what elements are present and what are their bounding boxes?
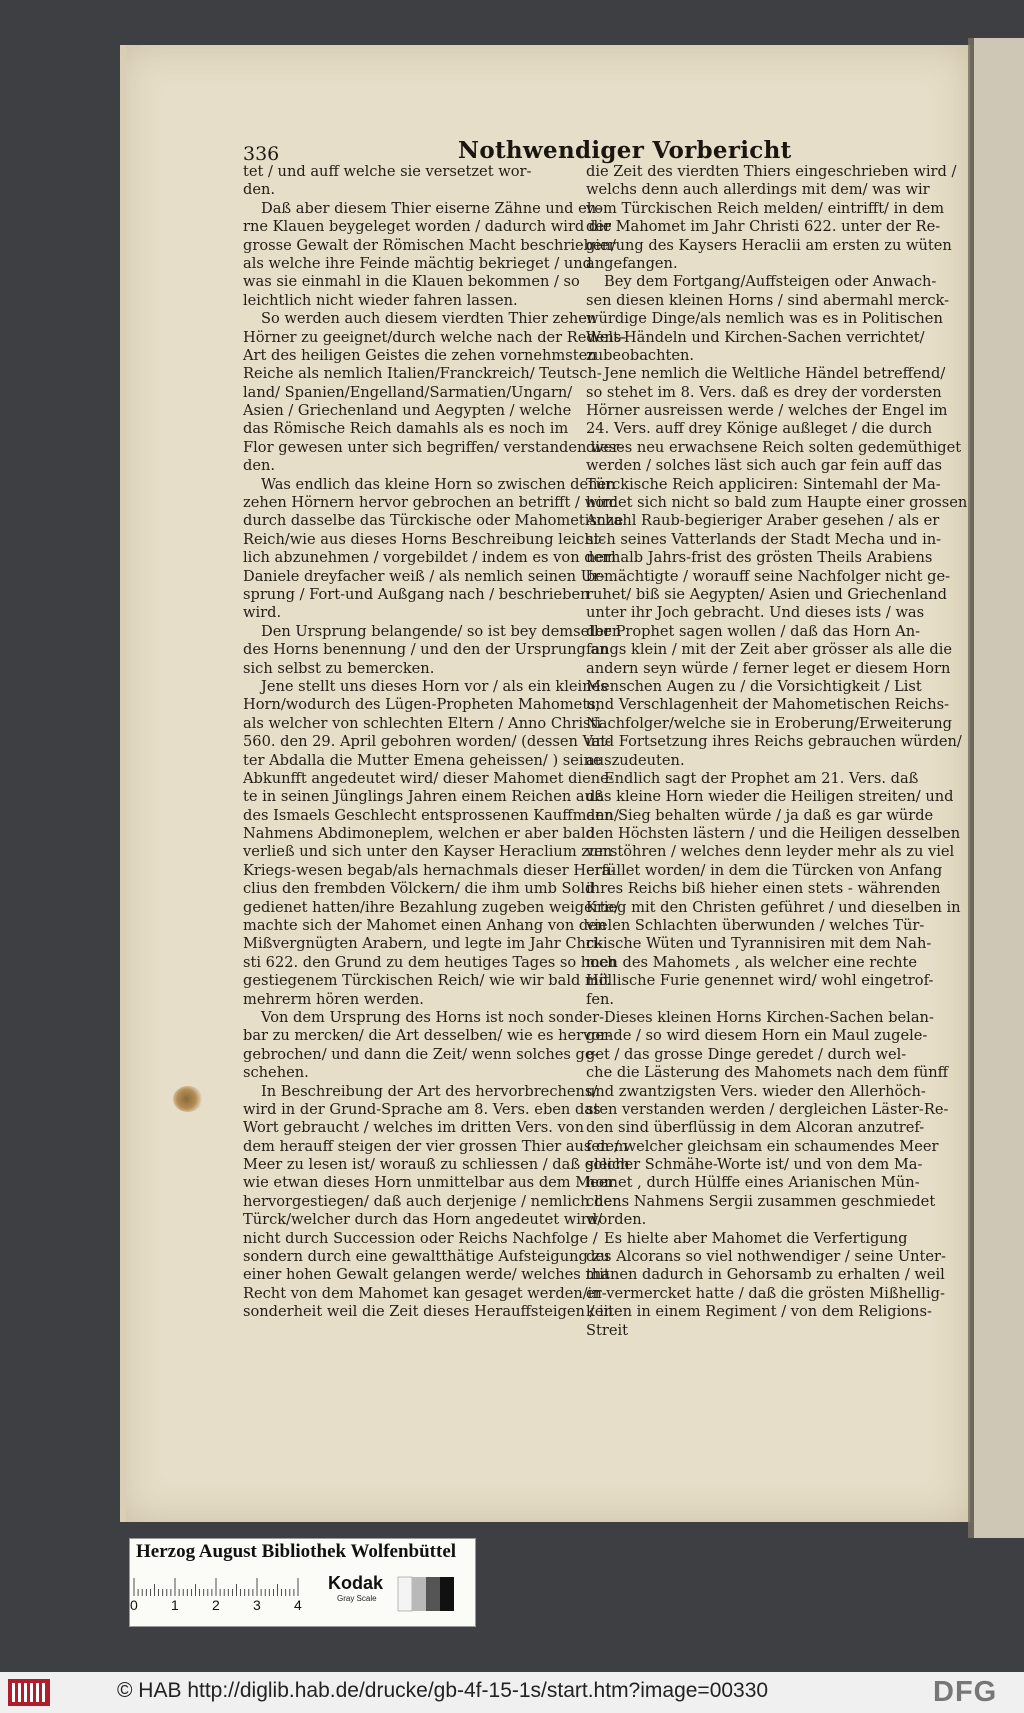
text-line: durch dasselbe das Türckische oder Mahometische [243, 512, 624, 530]
text-line: nicht durch Succession oder Reichs Nachfolge / [243, 1229, 598, 1247]
text-line: sich selbst zu bemercken. [243, 659, 435, 677]
text-line: ckische Wüten und Tyrannisiren mit dem Nah- [586, 935, 932, 953]
text-line: In Beschreibung der Art des hervorbrechens/ [261, 1082, 598, 1100]
institution-name: Herzog August Bibliothek Wolfenbüttel [136, 1541, 457, 1562]
text-line: fen. [586, 990, 615, 1008]
text-line: den. [243, 457, 276, 475]
text-line: auszudeuten. [586, 751, 685, 769]
text-line: verstöhren / welches denn leyder mehr als zu viel [586, 843, 955, 861]
text-line: sen diesen kleinen Horns / sind abermahl merck- [586, 291, 950, 309]
text-line: als welcher von schlechten Eltern / Anno Christi [243, 714, 602, 732]
text-line: des Alcorans so viel nothwendiger / seine Unter- [586, 1248, 946, 1266]
page-number: 336 [243, 143, 280, 165]
dfg-logo: DFG [933, 1676, 998, 1708]
text-line: dem herauff steigen der vier grossen Thier aus dem [243, 1137, 628, 1155]
text-line: gende / so wird diesem Horn ein Maul zugele- [586, 1027, 928, 1045]
text-line: get / das grosse Dinge geredet / durch wel- [586, 1045, 907, 1063]
text-line: gebrochen/ und dann die Zeit/ wenn solches ge- [243, 1045, 599, 1063]
text-line: einer hohen Gewalt gelangen werde/ welches mit [243, 1266, 610, 1284]
text-line: men des Mahomets , als welcher eine rechte [586, 953, 917, 971]
text-line: sondern durch eine gewaltthätige Aufsteigung zu [243, 1248, 610, 1266]
text-line: Reiche als nemlich Italien/Franckreich/ Teutsch- [243, 365, 602, 383]
text-line: werden / solches läst sich auch gar fein auff das [586, 457, 943, 475]
text-line: sprung / Fort-und Außgang nach / beschrieben [243, 585, 590, 603]
ruler-scale [130, 1574, 320, 1596]
adjacent-page-edge [968, 38, 1024, 1538]
ruler-number: 2 [212, 1597, 220, 1613]
text-line: gestiegenem Türckischen Reich/ wie wir bald mit [243, 972, 610, 990]
text-line: Höllische Furie genennet wird/ wohl eingetrof- [586, 972, 934, 990]
text-line: wie etwan dieses Horn unmittelbar aus dem Meer [243, 1174, 615, 1192]
text-line: tet / und auff welche sie versetzet wor- [243, 163, 532, 180]
text-line: lich abzunehmen / vorgebildet / indem es von dem [243, 549, 617, 567]
text-line: dieses neu erwachsene Reich solten gedemüthiget [586, 438, 962, 456]
text-line: des Ismaels Geschlecht entsprossenen Kauffmann/ [243, 806, 619, 824]
text-line: erfüllet worden/ in dem die Türcken von Anfang [586, 861, 943, 879]
text-line: Den Ursprung belangende/ so ist bey demselben [261, 622, 622, 640]
text-line: Jene stellt uns dieses Horn vor / als ein kleines [261, 677, 608, 695]
text-line: schehen. [243, 1064, 309, 1082]
text-line: Abkunfft angedeutet wird/ dieser Mahomet diene- [243, 769, 614, 787]
text-line: Türck/welcher durch das Horn angedeutet wird/ [243, 1211, 603, 1229]
text-line: Daß aber diesem Thier eiserne Zähne und eh- [261, 199, 602, 217]
text-line: wird. [243, 604, 282, 622]
text-line: 560. den 29. April gebohren worden/ (dessen Vat- [243, 733, 612, 751]
text-line: grosse Gewalt der Römischen Macht beschrieben/ [243, 236, 616, 254]
text-line: Türckische Reich appliciren: Sintemahl der Ma- [586, 475, 941, 493]
text-column-right [586, 163, 968, 1340]
text-line: homet , durch Hülffe eines Arianischen Mün- [586, 1174, 920, 1192]
text-line: fen / welcher gleichsam ein schaumendes Meer [586, 1137, 939, 1155]
text-line: den Höchsten lästern / und die Heiligen desselben [586, 825, 961, 843]
text-line: er vermercket hatte / daß die grösten Mißhellig- [586, 1284, 945, 1302]
text-line: was sie einmahl in die Klauen bekommen / so [243, 273, 580, 291]
text-line: bar zu mercken/ die Art desselben/ wie es hervor- [243, 1027, 613, 1045]
text-line: Nachfolger/welche sie in Eroberung/Erweiterung [586, 714, 953, 732]
text-line: den. [243, 181, 276, 199]
text-line: Hörner zu geeignet/durch welche nach der Redens- [243, 328, 627, 346]
text-line: wird in der Grund-Sprache am 8. Vers. eben das [243, 1100, 601, 1118]
ruler-number: 3 [253, 1597, 261, 1613]
text-line: Krieg mit den Christen geführet / und dieselben in [586, 898, 961, 916]
text-line: worden. [586, 1211, 647, 1229]
footer-source-url[interactable]: © HAB http://diglib.hab.de/drucke/gb-4f-15-1s/start.htm?image=00330 [117, 1679, 769, 1702]
page-left-edge [120, 45, 126, 1522]
text-line: Reich/wie aus dieses Horns Beschreibung leicht- [243, 530, 605, 548]
text-line: so stehet im 8. Vers. daß es drey der vordersten [586, 383, 942, 401]
text-line: als welche ihre Feinde mächtig bekrieget / und [243, 254, 593, 272]
text-line: Dieses kleinen Horns Kirchen-Sachen belan- [604, 1008, 934, 1026]
text-line: Mißvergnügten Arabern, und legte im Jahr Chri- [243, 935, 603, 953]
text-line: Anzahl Raub-begieriger Araber gesehen / als er [586, 512, 940, 530]
text-line: clius den frembden Völckern/ die ihm umb Sold [243, 880, 595, 898]
text-line: Streit [586, 1321, 629, 1339]
text-line: Daniele dreyfacher weiß / als nemlich seinen Ur- [243, 567, 605, 585]
text-line: Flor gewesen unter sich begriffen/ verstanden wer- [243, 438, 625, 456]
text-line: ihres Reichs biß hieher einen stets - währenden [586, 880, 941, 898]
ruler-number: 4 [294, 1597, 302, 1613]
text-line: Menschen Augen zu / die Vorsichtigkeit / List [586, 677, 922, 695]
text-line: Was endlich das kleine Horn so zwischen denen [261, 475, 616, 493]
text-line: Welt-Händeln und Kirchen-Sachen verrichtet/ [586, 328, 925, 346]
text-line: der Mahomet im Jahr Christi 622. unter der Re- [586, 218, 941, 236]
text-line: Jene nemlich die Weltliche Händel betreffend/ [604, 365, 946, 383]
text-line: land/ Spanien/Engelland/Sarmatien/Ungarn/ [243, 383, 573, 401]
text-line: der Prophet sagen wollen / daß das Horn An- [586, 622, 921, 640]
text-line: den Sieg behalten würde / ja daß es gar würde [586, 806, 934, 824]
text-line: leichtlich nicht wieder fahren lassen. [243, 291, 518, 309]
text-line: sonderheit weil die Zeit dieses Herauffsteigen / in [243, 1303, 614, 1321]
text-line: den sind überflüssig in dem Alcoran anzutref- [586, 1119, 925, 1137]
text-line: mehrerm hören werden. [243, 990, 424, 1008]
running-head: Nothwendiger Vorbericht [458, 137, 792, 164]
gray-scale-patches [398, 1573, 454, 1613]
text-line: Nahmens Abdimoneplem, welchen er aber bald [243, 825, 595, 843]
text-line: sich seines Vatterlands der Stadt Mecha und in- [586, 530, 942, 548]
text-line: das Römische Reich damahls als es noch im [243, 420, 569, 438]
text-line: che die Lästerung des Mahomets nach dem fünff [586, 1064, 949, 1082]
text-line: und Fortsetzung ihres Reichs gebrauchen würden/ [586, 733, 962, 751]
text-line: Horn/wodurch des Lügen-Propheten Mahomets, [243, 696, 601, 714]
text-line: zubeobachten. [586, 346, 695, 364]
text-line: Meer zu lesen ist/ worauß zu schliessen / daß gleich [243, 1156, 630, 1174]
ruler-numbers [130, 1597, 320, 1619]
page-gutter-line [968, 45, 970, 1522]
footer-bar [0, 1672, 1024, 1713]
color-target-card [129, 1538, 476, 1627]
text-line: solcher Schmähe-Worte ist/ und von dem Ma- [586, 1156, 923, 1174]
text-line: machte sich der Mahomet einen Anhang von den [243, 917, 607, 935]
text-line: chens Nahmens Sergii zusammen geschmiedet [586, 1192, 936, 1210]
text-line: bemächtigte / worauff seine Nachfolger nicht ge- [586, 567, 951, 585]
text-line: nerhalb Jahrs-frist des grösten Theils Arabiens [586, 549, 933, 567]
text-line: gedienet hatten/ihre Bezahlung zugeben weigerte/ [243, 898, 620, 916]
text-line: Hörner ausreissen werde / welches der Engel im [586, 402, 948, 420]
text-line: vom Türckischen Reich melden/ eintrifft/ in dem [586, 199, 945, 217]
text-line: und zwantzigsten Vers. wieder den Allerhöch- [586, 1082, 926, 1100]
hab-logo-icon [8, 1679, 50, 1706]
text-line: ter Abdalla die Mutter Emena geheissen/ ) seine [243, 751, 602, 769]
text-line: welchs denn auch allerdings mit dem/ was wir [586, 181, 930, 199]
text-line: vielen Schlachten überwunden / welches Tür- [586, 917, 925, 935]
gray-scale-label: Gray Scale [337, 1594, 377, 1603]
text-line: Es hielte aber Mahomet die Verfertigung [604, 1229, 908, 1247]
text-line: Asien / Griechenland und Aegypten / welche [243, 402, 572, 420]
text-line: sti 622. den Grund zu dem heutiges Tages so hoch [243, 953, 617, 971]
text-line: Recht von dem Mahomet kan gesaget werden/in- [243, 1284, 607, 1302]
text-line: So werden auch diesem vierdten Thier zehen [261, 310, 597, 328]
text-line: 24. Vers. auff drey Könige außleget / die durch [586, 420, 933, 438]
ruler-number: 0 [130, 1597, 138, 1613]
text-line: hervorgestiegen/ daß auch derjenige / nemlich der [243, 1192, 620, 1210]
text-line: verließ und sich unter den Kayser Heraclium zum [243, 843, 613, 861]
text-line: gierung des Kaysers Heraclii am ersten zu wüten [586, 236, 952, 254]
text-line: angefangen. [586, 254, 678, 272]
text-line: thanen dadurch in Gehorsamb zu erhalten / weil [586, 1266, 945, 1284]
text-line: Endlich sagt der Prophet am 21. Vers. daß [604, 769, 919, 787]
text-line: würdige Dinge/als nemlich was es in Politischen [586, 310, 943, 328]
text-line: homet sich nicht so bald zum Haupte einer grossen [586, 494, 968, 512]
text-line: Wort gebraucht / welches im dritten Vers. von [243, 1119, 584, 1137]
kodak-brand: Kodak [328, 1573, 384, 1593]
ruler-number: 1 [171, 1597, 179, 1613]
text-line: die Zeit des vierdten Thiers eingeschrieben wird / [586, 163, 957, 180]
text-line: und Verschlagenheit der Mahometischen Reichs- [586, 696, 950, 714]
text-line: des Horns benennung / und den der Ursprung an [243, 641, 609, 659]
text-line: te in seinen Jünglings Jahren einem Reichen auß [243, 788, 604, 806]
text-line: das kleine Horn wieder die Heiligen streiten/ und [586, 788, 954, 806]
text-line: rne Klauen beygeleget worden / dadurch wird die [243, 218, 612, 236]
text-column-left [243, 163, 630, 1322]
text-line: ruhet/ biß sie Aegypten/ Asien und Griechenland [586, 585, 948, 603]
text-line: sten verstanden werden / dergleichen Läster-Re- [586, 1100, 949, 1118]
text-line: keiten in einem Regiment / von dem Religions- [586, 1303, 932, 1321]
text-line: unter ihr Joch gebracht. Und dieses ists / was [586, 604, 925, 622]
text-line: Art des heiligen Geistes die zehen vornehmsten [243, 346, 597, 364]
paper-stain [173, 1086, 203, 1112]
text-line: Bey dem Fortgang/Auffsteigen oder Anwach- [604, 273, 937, 291]
text-line: Von dem Ursprung des Horns ist noch sonder- [261, 1008, 605, 1026]
text-line: zehen Hörnern hervor gebrochen an betrifft / wird [243, 494, 619, 512]
text-line: andern seyn würde / ferner leget er diesem Horn [586, 659, 951, 677]
text-line: fangs klein / mit der Zeit aber grösser als alle die [586, 641, 953, 659]
text-line: Kriegs-wesen begab/als hernachmals dieser Hera- [243, 861, 616, 879]
